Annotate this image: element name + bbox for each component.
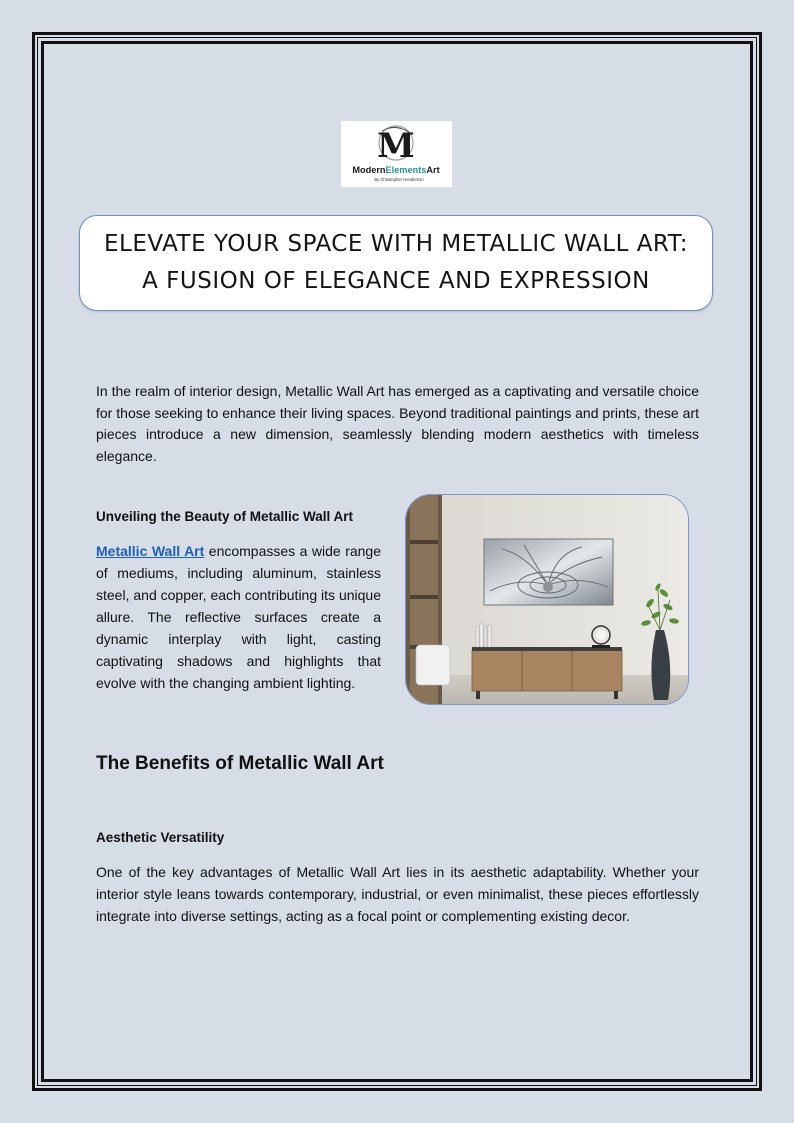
logo-byline: By Christopher Henderson (374, 177, 424, 182)
intro-paragraph: In the realm of interior design, Metallic Wall Art has emerged as a captivating and versatile choice for those seeking to enhance their living spaces. Beyond traditional paintings and prints, these art pieces introduce a new dimension, seamlessly blending modern aesthetics with timeless elegance. (96, 383, 699, 464)
unveiling-paragraph (96, 540, 381, 694)
logo-word-modern: Modern (352, 165, 386, 175)
section-heading-benefits: The Benefits of Metallic Wall Art (96, 753, 384, 774)
metallic-wall-art-link[interactable]: Metallic Wall Art (96, 543, 205, 559)
brand-logo (341, 121, 452, 187)
page-title: ELEVATE YOUR SPACE WITH METALLIC WALL ART: A FUSION OF ELEGANCE AND EXPRESSION (103, 231, 689, 294)
logo-word-art: Art (426, 165, 440, 175)
interior-photo (405, 494, 689, 705)
logo-monogram: M (377, 126, 415, 166)
svg-text:ModernElementsArt (352, 165, 439, 175)
aesthetic-paragraph: One of the key advantages of Metallic Wall Art lies in its aesthetic adaptability. Whether your interior style leans towards contemporary, industrial, or even minimalist, these pieces effortlessly integrate into diverse settings, acting as a focal point or complementing existing decor. (96, 864, 699, 924)
subheading-aesthetic-versatility: Aesthetic Versatility (96, 830, 225, 845)
logo-word-elements: Elements (385, 165, 427, 175)
section-heading-unveiling: Unveiling the Beauty of Metallic Wall Art (96, 509, 354, 524)
title-banner (79, 215, 713, 311)
unveiling-body-text: encompasses a wide range of mediums, including aluminum, stainless steel, and copper, each contributing its unique allure. The reflective surfaces create a dynamic interplay with light, casting captivating shadows and highlights that evolve with the changing ambient lighting. (96, 543, 382, 691)
